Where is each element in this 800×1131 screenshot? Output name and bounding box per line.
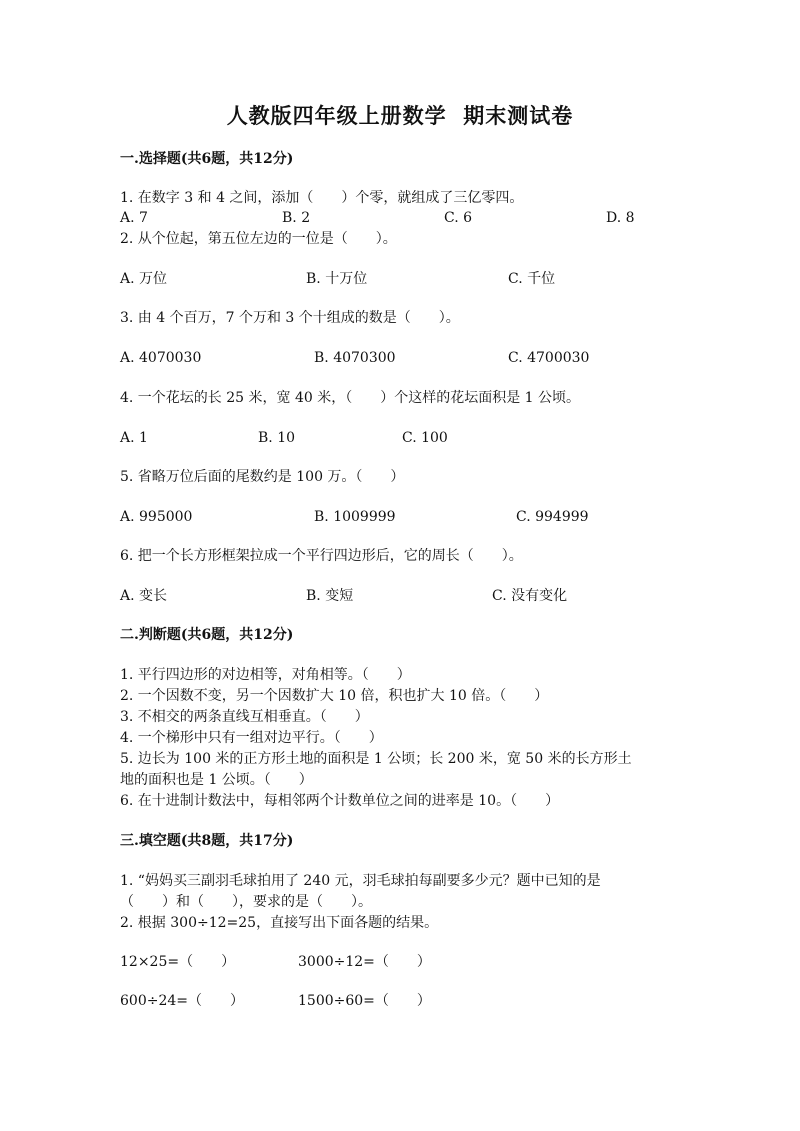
option-b: B. 十万位 bbox=[306, 271, 368, 287]
judgement-line: 6. 在十进制计数法中，每相邻两个计数单位之间的进率是 10。（ ） bbox=[120, 793, 560, 809]
calc-item: 600÷24=（ ） bbox=[120, 993, 244, 1009]
option-c: C. 994999 bbox=[516, 509, 589, 525]
fill-question-line: （ ）和（ ），要求的是（ ）。 bbox=[120, 894, 372, 910]
judgement-line: 地的面积也是 1 公顷。（ ） bbox=[120, 772, 313, 788]
option-a: A. 995000 bbox=[120, 509, 193, 525]
calc-item: 12×25=（ ） bbox=[120, 954, 236, 970]
option-c: C. 4700030 bbox=[508, 350, 590, 366]
judgement-line: 2. 一个因数不变，另一个因数扩大 10 倍，积也扩大 10 倍。（ ） bbox=[120, 688, 549, 704]
judgement-line: 4. 一个梯形中只有一组对边平行。（ ） bbox=[120, 730, 383, 746]
option-c: C. 100 bbox=[402, 430, 448, 446]
option-c: C. 没有变化 bbox=[492, 588, 568, 604]
option-a: A. 1 bbox=[120, 430, 148, 446]
option-b: B. 4070300 bbox=[314, 350, 396, 366]
question-text: 5. 省略万位后面的尾数约是 100 万。（ ） bbox=[120, 469, 405, 485]
option-b: B. 1009999 bbox=[314, 509, 396, 525]
option-b: B. 变短 bbox=[306, 588, 354, 604]
option-c: C. 6 bbox=[444, 210, 473, 226]
section-heading-fill-blank: 三.填空题(共8题，共17分) bbox=[120, 833, 294, 849]
option-b: B. 10 bbox=[258, 430, 296, 446]
page-title: 人教版四年级上册数学 期末测试卷 bbox=[226, 103, 574, 128]
calc-item: 3000÷12=（ ） bbox=[298, 954, 431, 970]
judgement-line: 1. 平行四边形的对边相等，对角相等。（ ） bbox=[120, 667, 411, 683]
fill-question-line: 2. 根据 300÷12=25，直接写出下面各题的结果。 bbox=[120, 915, 439, 931]
question-text: 6. 把一个长方形框架拉成一个平行四边形后，它的周长（ ）。 bbox=[120, 548, 523, 564]
judgement-line: 5. 边长为 100 米的正方形土地的面积是 1 公顷；长 200 米，宽 50 米的长方形土 bbox=[120, 751, 632, 767]
option-a: A. 7 bbox=[120, 210, 148, 226]
question-text: 1. 在数字 3 和 4 之间，添加（ ）个零，就组成了三亿零四。 bbox=[120, 190, 524, 206]
judgement-line: 3. 不相交的两条直线互相垂直。（ ） bbox=[120, 709, 369, 725]
option-a: A. 变长 bbox=[120, 588, 168, 604]
option-b: B. 2 bbox=[282, 210, 311, 226]
option-a: A. 4070030 bbox=[120, 350, 202, 366]
option-d: D. 8 bbox=[606, 210, 635, 226]
section-heading-judgement: 二.判断题(共6题，共12分) bbox=[120, 627, 294, 643]
calc-item: 1500÷60=（ ） bbox=[298, 993, 431, 1009]
question-text: 4. 一个花坛的长 25 米，宽 40 米，（ ）个这样的花坛面积是 1 公顷。 bbox=[120, 390, 581, 406]
fill-question-line: 1. “妈妈买三副羽毛球拍用了 240 元，羽毛球拍每副要多少元？题中已知的是 bbox=[120, 873, 601, 889]
option-a: A. 万位 bbox=[120, 271, 168, 287]
option-c: C. 千位 bbox=[508, 271, 556, 287]
question-text: 2. 从个位起，第五位左边的一位是（ ）。 bbox=[120, 231, 397, 247]
section-heading-choice: 一.选择题(共6题，共12分) bbox=[120, 151, 294, 167]
question-text: 3. 由 4 个百万，7 个万和 3 个十组成的数是（ ）。 bbox=[120, 310, 460, 326]
